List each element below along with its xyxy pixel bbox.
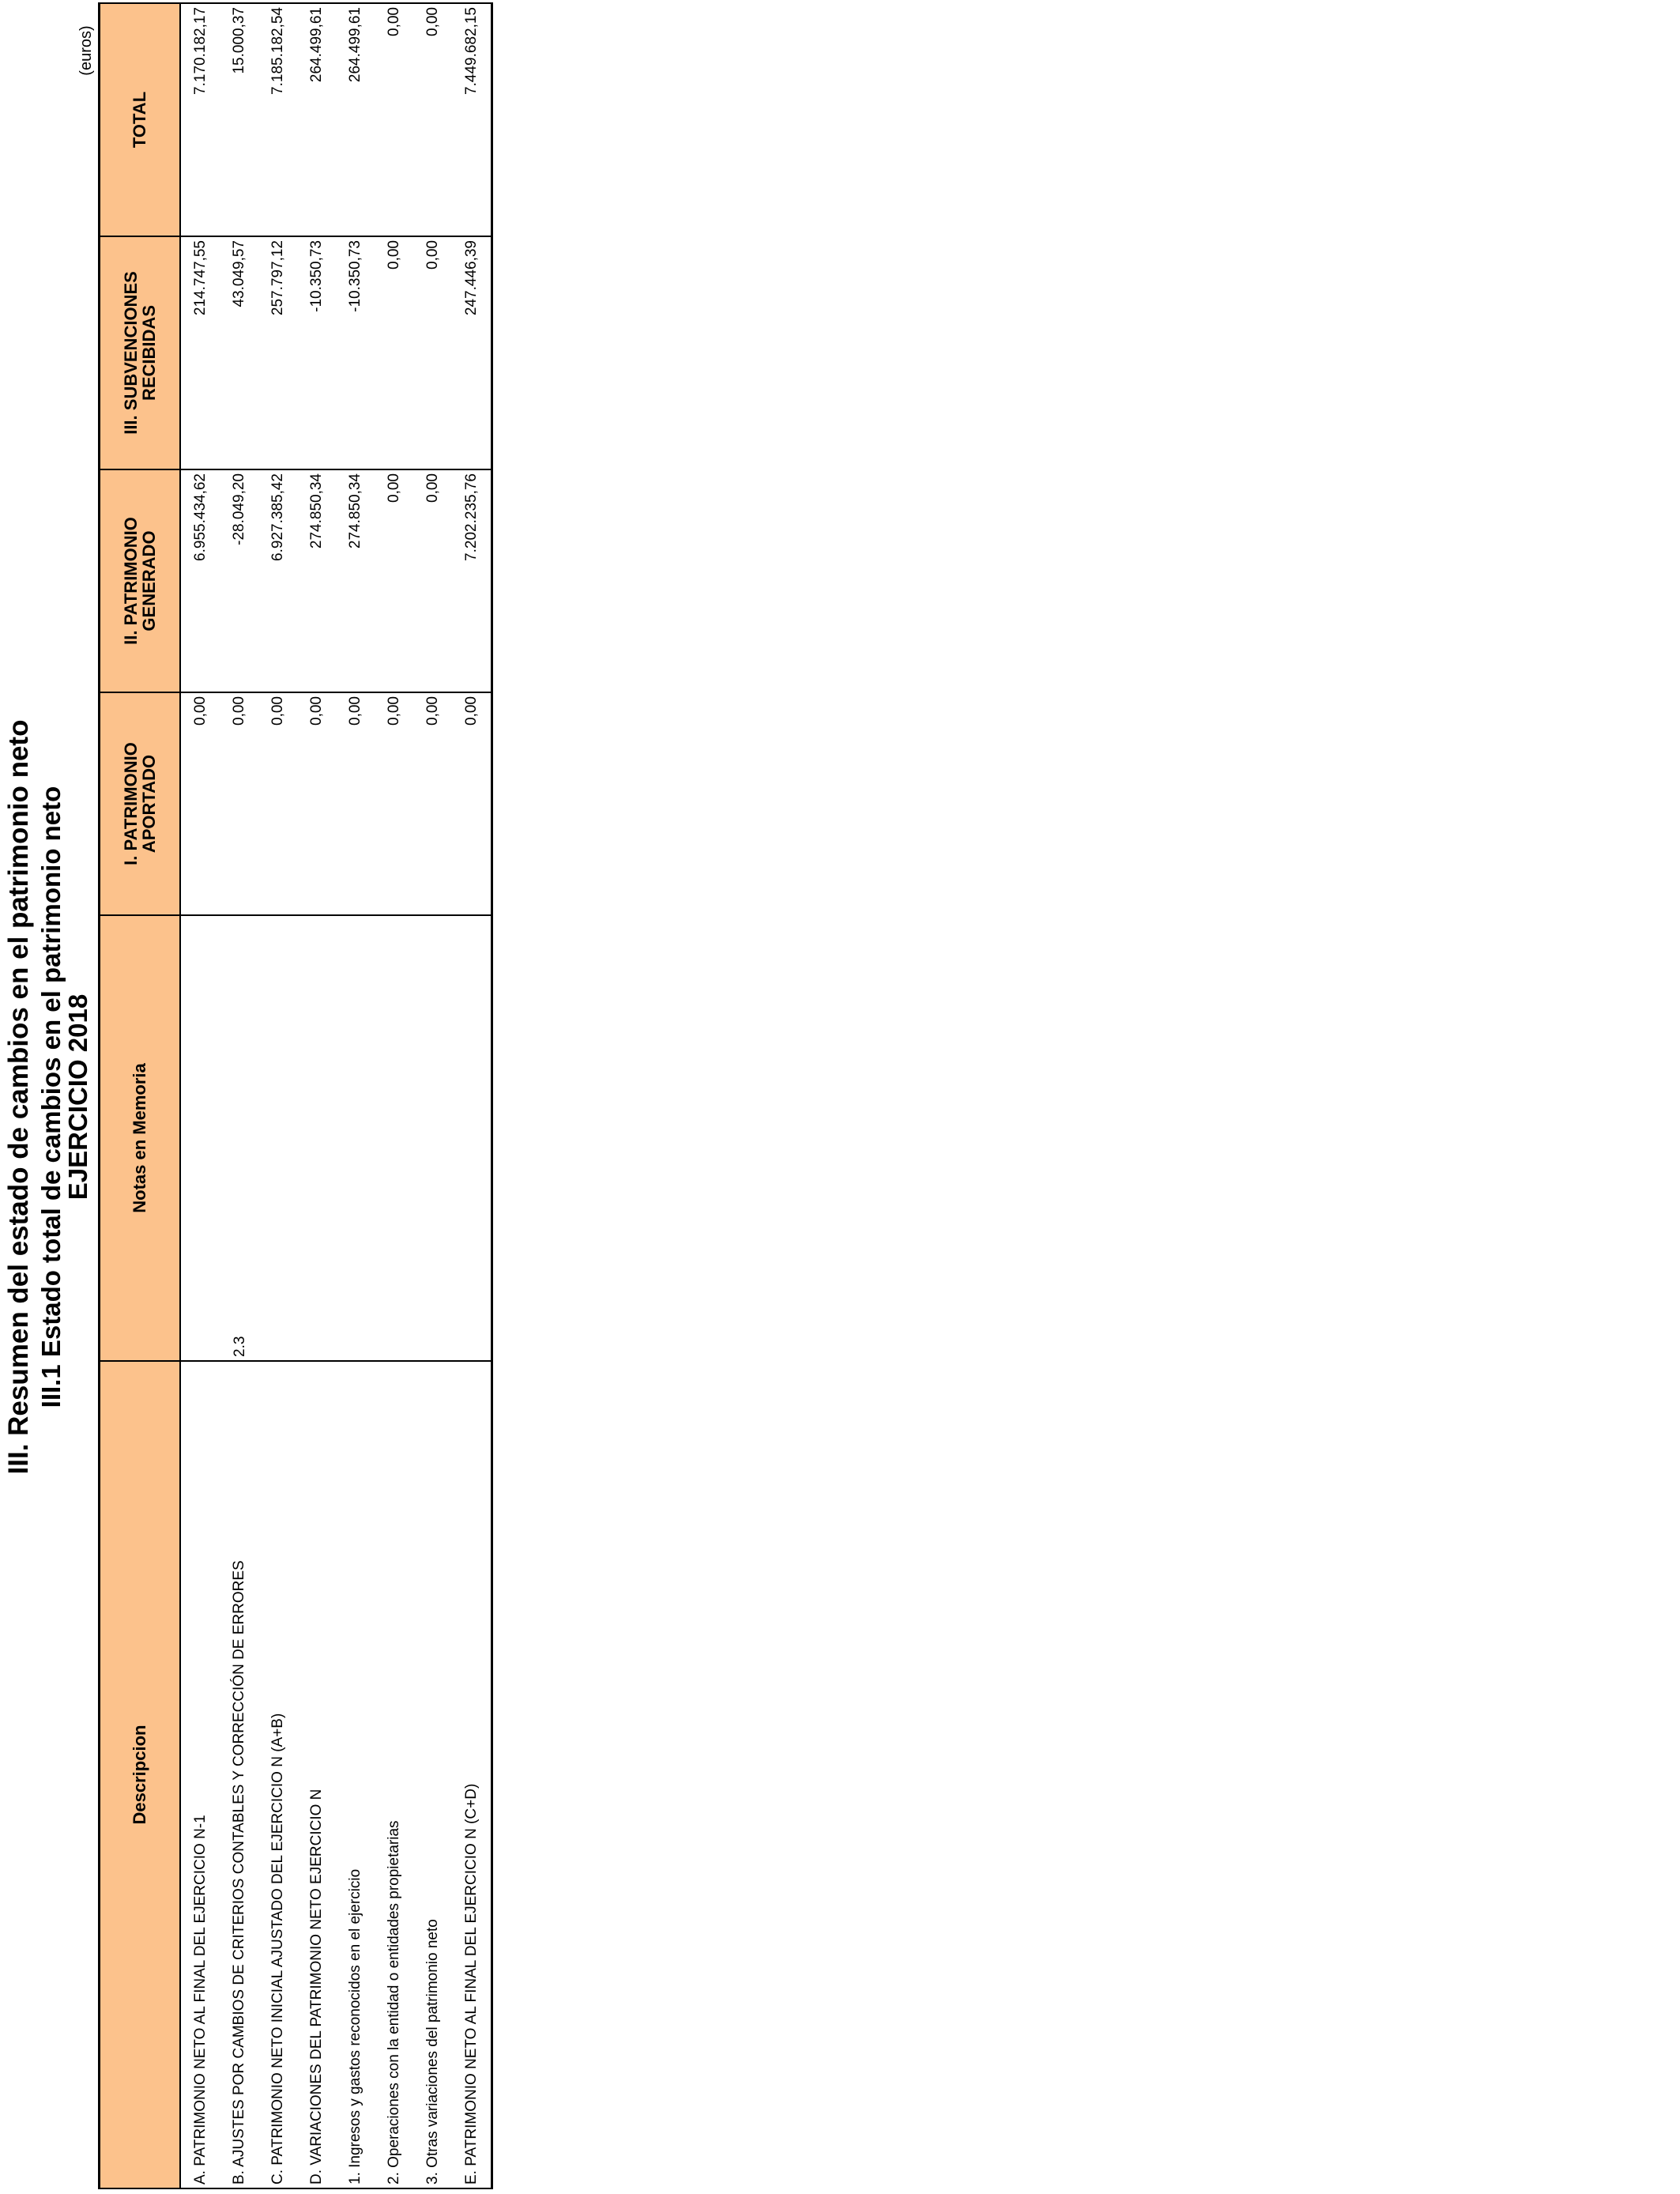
row-notas — [375, 915, 413, 1361]
note-reference: 2.3 — [231, 1336, 248, 1357]
row-aportado: 0,00 — [297, 692, 336, 915]
row-aportado: 0,00 — [180, 692, 220, 915]
row-descripcion: 1. Ingresos y gastos reconocidos en el ejercicio — [336, 1361, 375, 2188]
row-generado: 274.850,34 — [336, 469, 375, 692]
row-generado: 6.955.434,62 — [180, 469, 220, 692]
row-subvenciones: -10.350,73 — [297, 236, 336, 469]
row-aportado: 0,00 — [258, 692, 297, 915]
row-subvenciones: 0,00 — [375, 236, 413, 469]
header-notas: Notas en Memoria — [100, 915, 181, 1361]
header-patrimonio-aportado — [100, 692, 181, 915]
header-subvenciones-line1: III. SUBVENCIONES — [120, 271, 141, 435]
row-total: 7.170.182,17 — [180, 3, 220, 236]
row-total: 264.499,61 — [336, 3, 375, 236]
row-subvenciones: 257.797,12 — [258, 236, 297, 469]
row-notas — [336, 915, 375, 1361]
row-descripcion: C. PATRIMONIO NETO INICIAL AJUSTADO DEL EJERCICIO N (A+B) — [258, 1361, 297, 2188]
header-generado-line2: GENERADO — [139, 530, 159, 631]
row-notas — [297, 915, 336, 1361]
row-notas — [258, 915, 297, 1361]
row-total: 15.000,37 — [220, 3, 258, 236]
row-total: 7.185.182,54 — [258, 3, 297, 236]
table-row — [413, 3, 452, 2188]
table-row — [180, 3, 220, 2188]
row-aportado: 0,00 — [375, 692, 413, 915]
table-row — [336, 3, 375, 2188]
header-aportado-line1: I. PATRIMONIO — [120, 742, 141, 865]
header-generado-line1: II. PATRIMONIO — [120, 517, 141, 645]
table-row — [452, 3, 492, 2188]
header-patrimonio-generado — [100, 469, 181, 692]
row-descripcion: 2. Operaciones con la entidad o entidades propietarias — [375, 1361, 413, 2188]
units-label: (euros) — [77, 25, 95, 76]
row-generado: 7.202.235,76 — [452, 469, 492, 692]
row-total: 0,00 — [375, 3, 413, 236]
row-notas — [220, 915, 258, 1361]
row-descripcion: B. AJUSTES POR CAMBIOS DE CRITERIOS CONTABLES Y CORRECCIÓN DE ERRORES — [220, 1361, 258, 2188]
page-subtitle: III.1 Estado total de cambios en el patrimonio neto — [36, 786, 66, 1408]
table-row — [258, 3, 297, 2188]
row-generado: 0,00 — [413, 469, 452, 692]
row-generado: 0,00 — [375, 469, 413, 692]
row-generado: 274.850,34 — [297, 469, 336, 692]
row-notas — [180, 915, 220, 1361]
row-descripcion: E. PATRIMONIO NETO AL FINAL DEL EJERCICIO N (C+D) — [452, 1361, 492, 2188]
net-worth-changes-table — [98, 2, 493, 2189]
row-aportado: 0,00 — [452, 692, 492, 915]
row-notas — [452, 915, 492, 1361]
row-descripcion: D. VARIACIONES DEL PATRIMONIO NETO EJERCICIO N — [297, 1361, 336, 2188]
header-aportado-line2: APORTADO — [139, 754, 159, 854]
row-subvenciones: 214.747,55 — [180, 236, 220, 469]
header-descripcion: Descripcion — [100, 1361, 181, 2188]
row-descripcion: 3. Otras variaciones del patrimonio neto — [413, 1361, 452, 2188]
row-subvenciones: 247.446,39 — [452, 236, 492, 469]
row-generado: 6.927.385,42 — [258, 469, 297, 692]
row-total: 264.499,61 — [297, 3, 336, 236]
header-subvenciones-recibidas — [100, 236, 181, 469]
table-header-row — [100, 3, 181, 2188]
header-total: TOTAL — [100, 3, 181, 236]
fiscal-year-title: EJERCICIO 2018 — [63, 993, 92, 1201]
row-total: 0,00 — [413, 3, 452, 236]
table-row — [297, 3, 336, 2188]
row-subvenciones: 0,00 — [413, 236, 452, 469]
row-aportado: 0,00 — [336, 692, 375, 915]
row-generado: -28.049,20 — [220, 469, 258, 692]
row-aportado: 0,00 — [413, 692, 452, 915]
page-title: III. Resumen del estado de cambios en el patrimonio neto — [3, 719, 34, 1475]
table-row — [220, 3, 258, 2188]
row-subvenciones: 43.049,57 — [220, 236, 258, 469]
row-notas — [413, 915, 452, 1361]
row-descripcion: A. PATRIMONIO NETO AL FINAL DEL EJERCICIO N-1 — [180, 1361, 220, 2188]
header-subvenciones-line2: RECIBIDAS — [139, 305, 159, 401]
row-aportado: 0,00 — [220, 692, 258, 915]
row-subvenciones: -10.350,73 — [336, 236, 375, 469]
table-row — [375, 3, 413, 2188]
row-total: 7.449.682,15 — [452, 3, 492, 236]
